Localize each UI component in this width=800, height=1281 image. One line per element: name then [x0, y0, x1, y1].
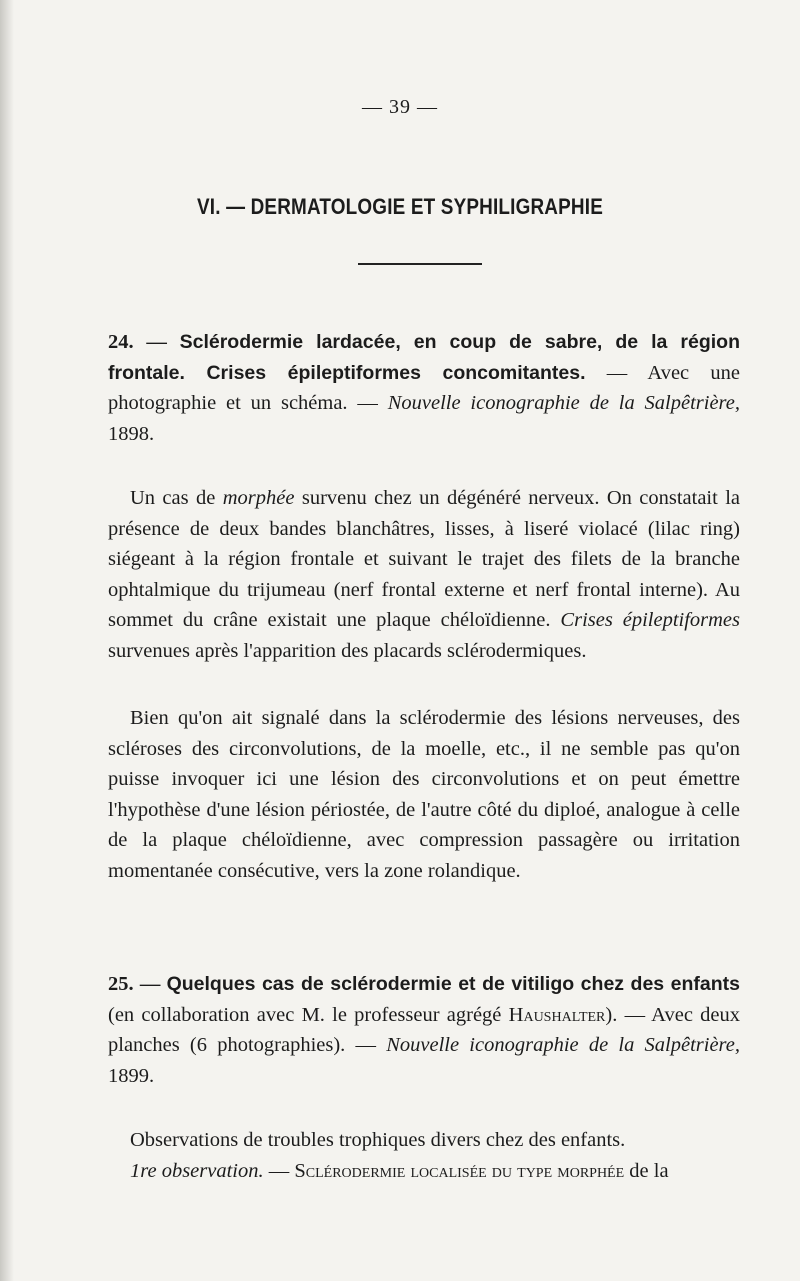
observation-label: 1re observation. — [130, 1160, 264, 1182]
entry-heading: Sclérodermie lardacée, en coup de sabre, de la région frontale. Crises épileptiformes concomitantes. — [108, 331, 741, 384]
text-run: survenues après l'apparition des placards sclérodermiques. — [108, 639, 587, 662]
text-run: de la — [629, 1160, 669, 1182]
paragraph-first-observation — [108, 1156, 740, 1187]
entry-source: Nouvelle iconographie de la Salpêtrière, — [386, 1034, 740, 1056]
text-run: survenu chez un dégénéré nerveux. On constatait la présence de deux bandes blanchâtres, lisses, à liseré violacé (lilac ring) siégeant à la région frontale et suivant le trajet des filets de la branche ophtalmique du trijumeau (nerf frontal externe et nerf frontal interne). Au sommet du crâne existait une plaque chéloïdienne. — [108, 487, 741, 631]
section-title: VI. — DERMATOLOGIE ET SYPHILIGRAPHIE — [196, 194, 604, 219]
entry-collaboration: (en collaboration avec M. le professeur agrégé — [108, 1003, 502, 1026]
entry-details: ). — Avec deux planches (6 photographies). — — [108, 1003, 740, 1056]
dash: — — [268, 1160, 290, 1182]
entry-author: Haushalter — [508, 1003, 606, 1026]
entry-year: 1899. — [108, 1064, 155, 1087]
paragraph-observations: Observations de troubles trophiques divers chez des enfants. — [130, 1129, 626, 1151]
title-rule — [358, 263, 482, 265]
page-edge-shadow — [0, 0, 14, 1281]
bibliography-entry-24 — [108, 327, 740, 449]
text-run: Un cas de — [130, 487, 216, 509]
entry-source: Nouvelle iconographie de la Salpêtrière, — [387, 392, 740, 414]
entry-number: 24. — — [108, 331, 167, 353]
paragraph-case-description — [108, 483, 740, 666]
entry-heading: Quelques cas de sclérodermie et de vitiligo chez des enfants — [166, 973, 741, 995]
italic-term: morphée — [222, 487, 295, 509]
entry-year: 1898. — [108, 422, 155, 445]
entry-details: — Avec une photographie et un schéma. — — [108, 361, 740, 414]
page-number: — 39 — — [362, 96, 438, 118]
paragraph-hypothesis: Bien qu'on ait signalé dans la sclérodermie des lésions nerveuses, des scléroses des circonvolutions, de la moelle, etc., il ne semble pas qu'on puisse invoquer ici une lésion des circonvolutions et on peut émettre l'hypothèse d'une lésion périostée, de l'autre côté du diploé, analogue à celle de la plaque chéloïdienne, avec compression passagère ou irritation momentanée consécutive, vers la zone rolandique. — [108, 707, 740, 882]
italic-term: Crises épileptiformes — [560, 609, 741, 631]
observation-title: Sclérodermie localisée du type morphée — [294, 1160, 625, 1182]
bibliography-entry-25 — [108, 969, 740, 1091]
entry-number: 25. — — [108, 973, 161, 995]
